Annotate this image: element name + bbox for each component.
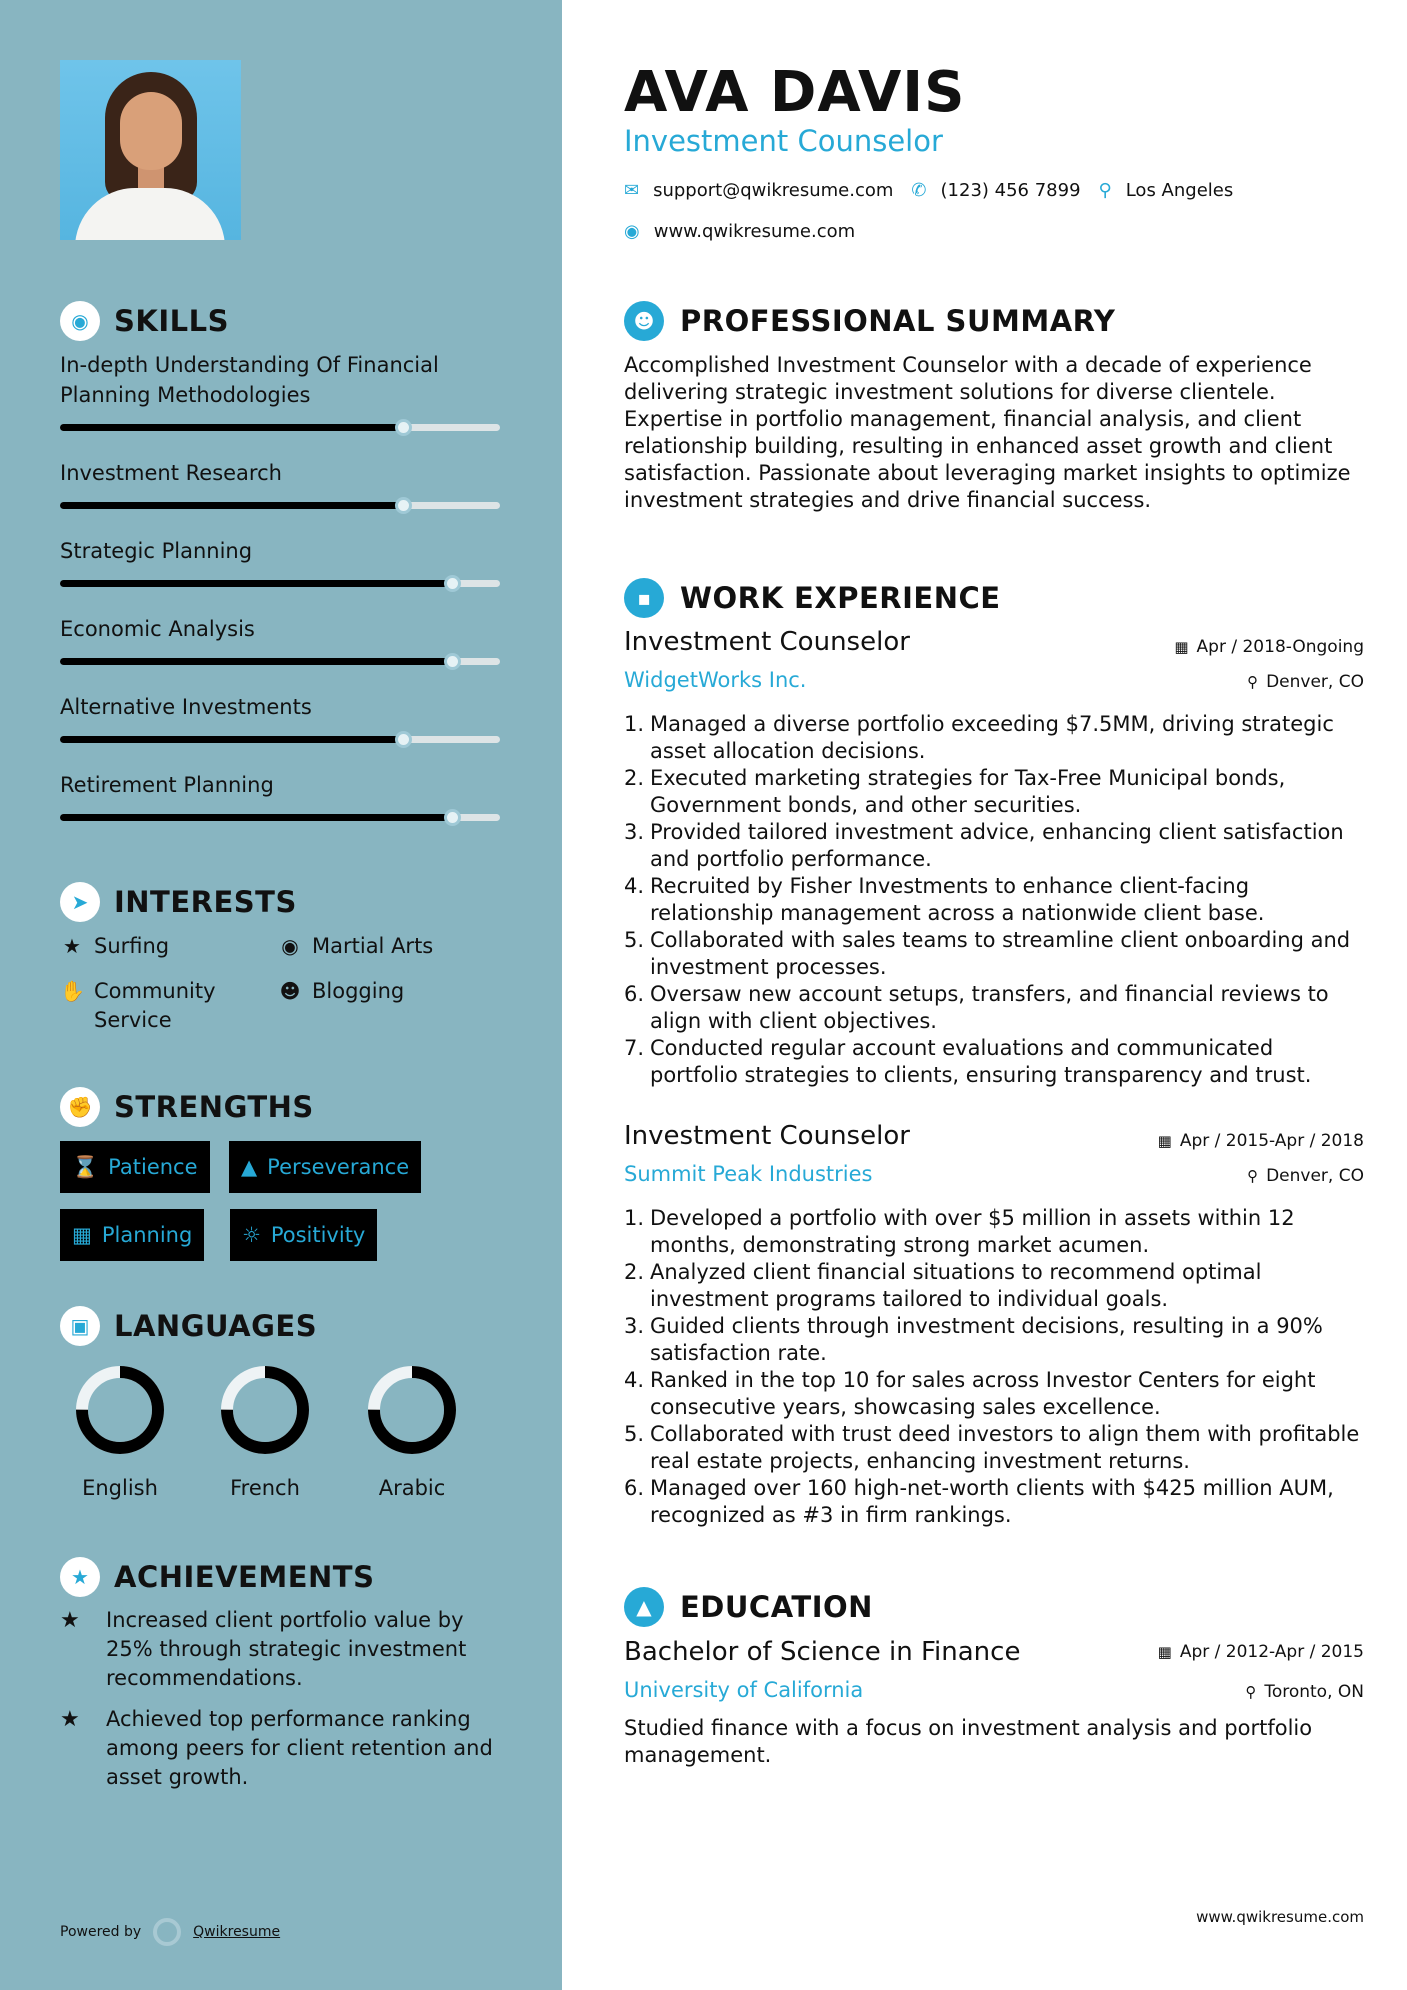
language-item (60, 1362, 180, 1500)
summary-heading (624, 301, 1115, 341)
globe-icon: ◉ (624, 221, 640, 242)
interest-item (278, 932, 433, 961)
bullet-item: 3. Guided clients through investment decisions, resulting in a 90% satisfaction rate. (624, 1314, 1323, 1365)
star-icon: ★ (63, 934, 81, 958)
star-badge-icon: ★ (60, 1557, 100, 1597)
summary-title: PROFESSIONAL SUMMARY (680, 304, 1116, 338)
powered-by (60, 1918, 280, 1946)
skill-item (60, 692, 500, 743)
language-ring (72, 1362, 168, 1458)
envelope-icon: ✉ (624, 180, 640, 201)
strength-badge (230, 1209, 377, 1261)
strengths-title: STRENGTHS (114, 1090, 314, 1124)
achievement-text: Achieved top performance ranking among peers for client retention and asset growth. (106, 1707, 493, 1789)
lightbulb-icon: ◉ (60, 301, 100, 341)
interest-item (60, 932, 169, 961)
hand-icon: ✋ (60, 979, 85, 1003)
strength-badge (60, 1141, 210, 1193)
bullet-item: 6. Managed over 160 high-net-worth clients with $425 million AUM, recognized as #3 in firm rankings. (624, 1476, 1334, 1527)
calendar-icon: ▦ (72, 1223, 92, 1247)
bullet-item: 7. Conducted regular account evaluations and communicated portfolio strategies to clients, ensuring transparency and trust. (624, 1036, 1312, 1087)
strength-badge (229, 1141, 421, 1193)
job-company: WidgetWorks Inc. (624, 668, 807, 692)
powered-by-label: Powered by (60, 1924, 142, 1940)
qwikresume-link[interactable]: Qwikresume (193, 1924, 281, 1940)
job-dates-text: Apr / 2018-Ongoing (1196, 637, 1364, 657)
skill-item (60, 614, 500, 665)
bullet-item: 4. Ranked in the top 10 for sales across Investor Centers for eight consecutive years, showcasing sales excellence. (624, 1368, 1316, 1419)
job-title: Investment Counselor (624, 627, 910, 657)
skill-item (60, 536, 500, 587)
calendar-icon: ▦ (1157, 1643, 1172, 1661)
email-link[interactable]: support@qwikresume.com (653, 180, 894, 201)
user-icon: ☻ (624, 301, 664, 341)
job-location (1247, 672, 1364, 692)
strength-label: Patience (108, 1155, 198, 1179)
footer-website[interactable]: www.qwikresume.com (1196, 1908, 1364, 1926)
job-dates (1158, 1131, 1364, 1151)
bullet-item: 2. Executed marketing strategies for Tax-Free Municipal bonds, Government bonds, and other securities. (624, 766, 1286, 817)
qwikresume-logo-icon (153, 1918, 181, 1946)
languages-title: LANGUAGES (114, 1309, 318, 1343)
language-ring (364, 1362, 460, 1458)
bullet-item: 1. Developed a portfolio with over $5 million in assets within 12 months, demonstrating strong market acumen. (624, 1206, 1295, 1257)
briefcase-icon: ▪ (624, 578, 664, 618)
language-item (352, 1362, 472, 1500)
job-location (1247, 1166, 1364, 1186)
graduation-cap-icon: ▲ (624, 1587, 664, 1627)
job-company: Summit Peak Industries (624, 1162, 873, 1186)
calendar-icon: ▦ (1174, 638, 1189, 656)
profile-photo (60, 60, 241, 240)
hourglass-icon: ⌛ (72, 1154, 99, 1179)
degree-title: Bachelor of Science in Finance (624, 1637, 1021, 1667)
globe-icon: ◉ (281, 934, 299, 958)
pin-icon: ⚲ (1247, 673, 1259, 691)
shooting-star-icon: ★ (60, 1608, 80, 1633)
education-location (1245, 1682, 1364, 1702)
website-row (624, 221, 855, 242)
skill-item (60, 458, 500, 509)
education-dates (1158, 1642, 1364, 1662)
language-name: French (230, 1476, 300, 1500)
interest-label: Martial Arts (312, 934, 434, 958)
achievements-heading (60, 1557, 374, 1597)
language-ring (217, 1362, 313, 1458)
skill-name: Investment Research (60, 461, 282, 485)
interest-label: Surfing (94, 934, 170, 958)
job-location-text: Denver, CO (1266, 672, 1364, 692)
bullet-item: 5. Collaborated with sales teams to streamline client onboarding and investment processes. (624, 928, 1351, 979)
achievement-item (60, 1705, 500, 1792)
candidate-name: AVA DAVIS (624, 60, 966, 125)
education-heading (624, 1587, 873, 1627)
job-location-text: Denver, CO (1266, 1166, 1364, 1186)
education-title: EDUCATION (680, 1590, 873, 1624)
job-bullets (624, 1205, 1364, 1529)
education-location-text: Toronto, ON (1264, 1682, 1364, 1702)
strength-badge (60, 1209, 204, 1261)
education-description: Studied finance with a focus on investment analysis and portfolio management. (624, 1716, 1313, 1767)
candidate-role: Investment Counselor (624, 124, 943, 158)
pin-icon: ⚲ (1245, 1683, 1257, 1701)
skill-name: Strategic Planning (60, 539, 253, 563)
phone-icon: ✆ (911, 180, 927, 201)
skill-bar (60, 502, 500, 509)
education-dates-text: Apr / 2012-Apr / 2015 (1179, 1642, 1364, 1662)
interest-label: Blogging (312, 979, 405, 1003)
job-title: Investment Counselor (624, 1121, 910, 1151)
contact-row (624, 180, 1233, 201)
pin-icon: ⚲ (1247, 1167, 1259, 1185)
skill-item (60, 770, 500, 821)
phone-text: (123) 456 7899 (940, 180, 1081, 201)
bullet-item: 4. Recruited by Fisher Investments to enhance client-facing relationship management across a nationwide client base. (624, 874, 1265, 925)
school-name: University of California (624, 1678, 864, 1702)
skill-bar (60, 814, 500, 821)
skill-name: Alternative Investments (60, 695, 312, 719)
achievement-text: Increased client portfolio value by 25% through strategic investment recommendations. (106, 1608, 467, 1690)
skill-bar (60, 658, 500, 665)
road-icon: ▲ (241, 1155, 258, 1179)
sun-icon: ☼ (242, 1223, 261, 1247)
paper-plane-icon: ➤ (60, 882, 100, 922)
summary-text: Accomplished Investment Counselor with a decade of experience delivering strategic investment solutions for diverse clientele. Expertise in portfolio management, financial analysis, and client relationship building, resulting in enhanced asset growth and client satisfaction. Passionate about leveraging market insights to optimize investment strategies and drive financial success. (624, 353, 1351, 512)
experience-title: WORK EXPERIENCE (680, 581, 1001, 615)
skill-name: Retirement Planning (60, 773, 274, 797)
interests-heading (60, 882, 297, 922)
bullet-item: 5. Collaborated with trust deed investors to align them with profitable real estate projects, enhancing investment returns. (624, 1422, 1360, 1473)
sidebar (0, 0, 562, 1990)
website-link[interactable]: www.qwikresume.com (653, 221, 856, 242)
skills-title: SKILLS (114, 304, 229, 338)
skill-bar (60, 736, 500, 743)
language-name: English (82, 1476, 158, 1500)
languages-heading (60, 1306, 317, 1346)
bullet-item: 6. Oversaw new account setups, transfers, and financial reviews to align with client objectives. (624, 982, 1329, 1033)
strength-label: Planning (101, 1223, 193, 1247)
interest-item (278, 977, 404, 1006)
skill-item (60, 350, 500, 431)
bullet-item: 3. Provided tailored investment advice, enhancing client satisfaction and portfolio performance. (624, 820, 1344, 871)
calendar-icon: ▦ (1157, 1132, 1172, 1150)
job-dates (1174, 637, 1364, 657)
users-icon: ☻ (279, 979, 301, 1003)
skill-bar (60, 580, 500, 587)
location-text: Los Angeles (1125, 180, 1234, 201)
language-item (205, 1362, 325, 1500)
achievements-title: ACHIEVEMENTS (114, 1560, 375, 1594)
map-pin-icon: ⚲ (1098, 180, 1112, 201)
strength-label: Perseverance (267, 1155, 410, 1179)
skill-bar (60, 424, 500, 431)
shooting-star-icon: ★ (60, 1707, 80, 1732)
language-icon: ▣ (60, 1306, 100, 1346)
interests-title: INTERESTS (114, 885, 297, 919)
strength-label: Positivity (270, 1223, 366, 1247)
interest-item (60, 977, 260, 1035)
skill-name: In-depth Understanding Of Financial Planning Methodologies (60, 353, 439, 407)
bullet-item: 1. Managed a diverse portfolio exceeding $7.5MM, driving strategic asset allocation decisions. (624, 712, 1334, 763)
achievement-item (60, 1606, 500, 1693)
bullet-item: 2. Analyzed client financial situations to recommend optimal investment programs tailored to individual goals. (624, 1260, 1262, 1311)
job-bullets (624, 711, 1364, 1089)
experience-heading (624, 578, 1001, 618)
strengths-heading (60, 1087, 314, 1127)
interest-label: Community Service (94, 979, 216, 1032)
skill-name: Economic Analysis (60, 617, 255, 641)
skills-heading (60, 301, 229, 341)
fist-icon: ✊ (60, 1087, 100, 1127)
language-name: Arabic (378, 1476, 446, 1500)
job-dates-text: Apr / 2015-Apr / 2018 (1179, 1131, 1364, 1151)
